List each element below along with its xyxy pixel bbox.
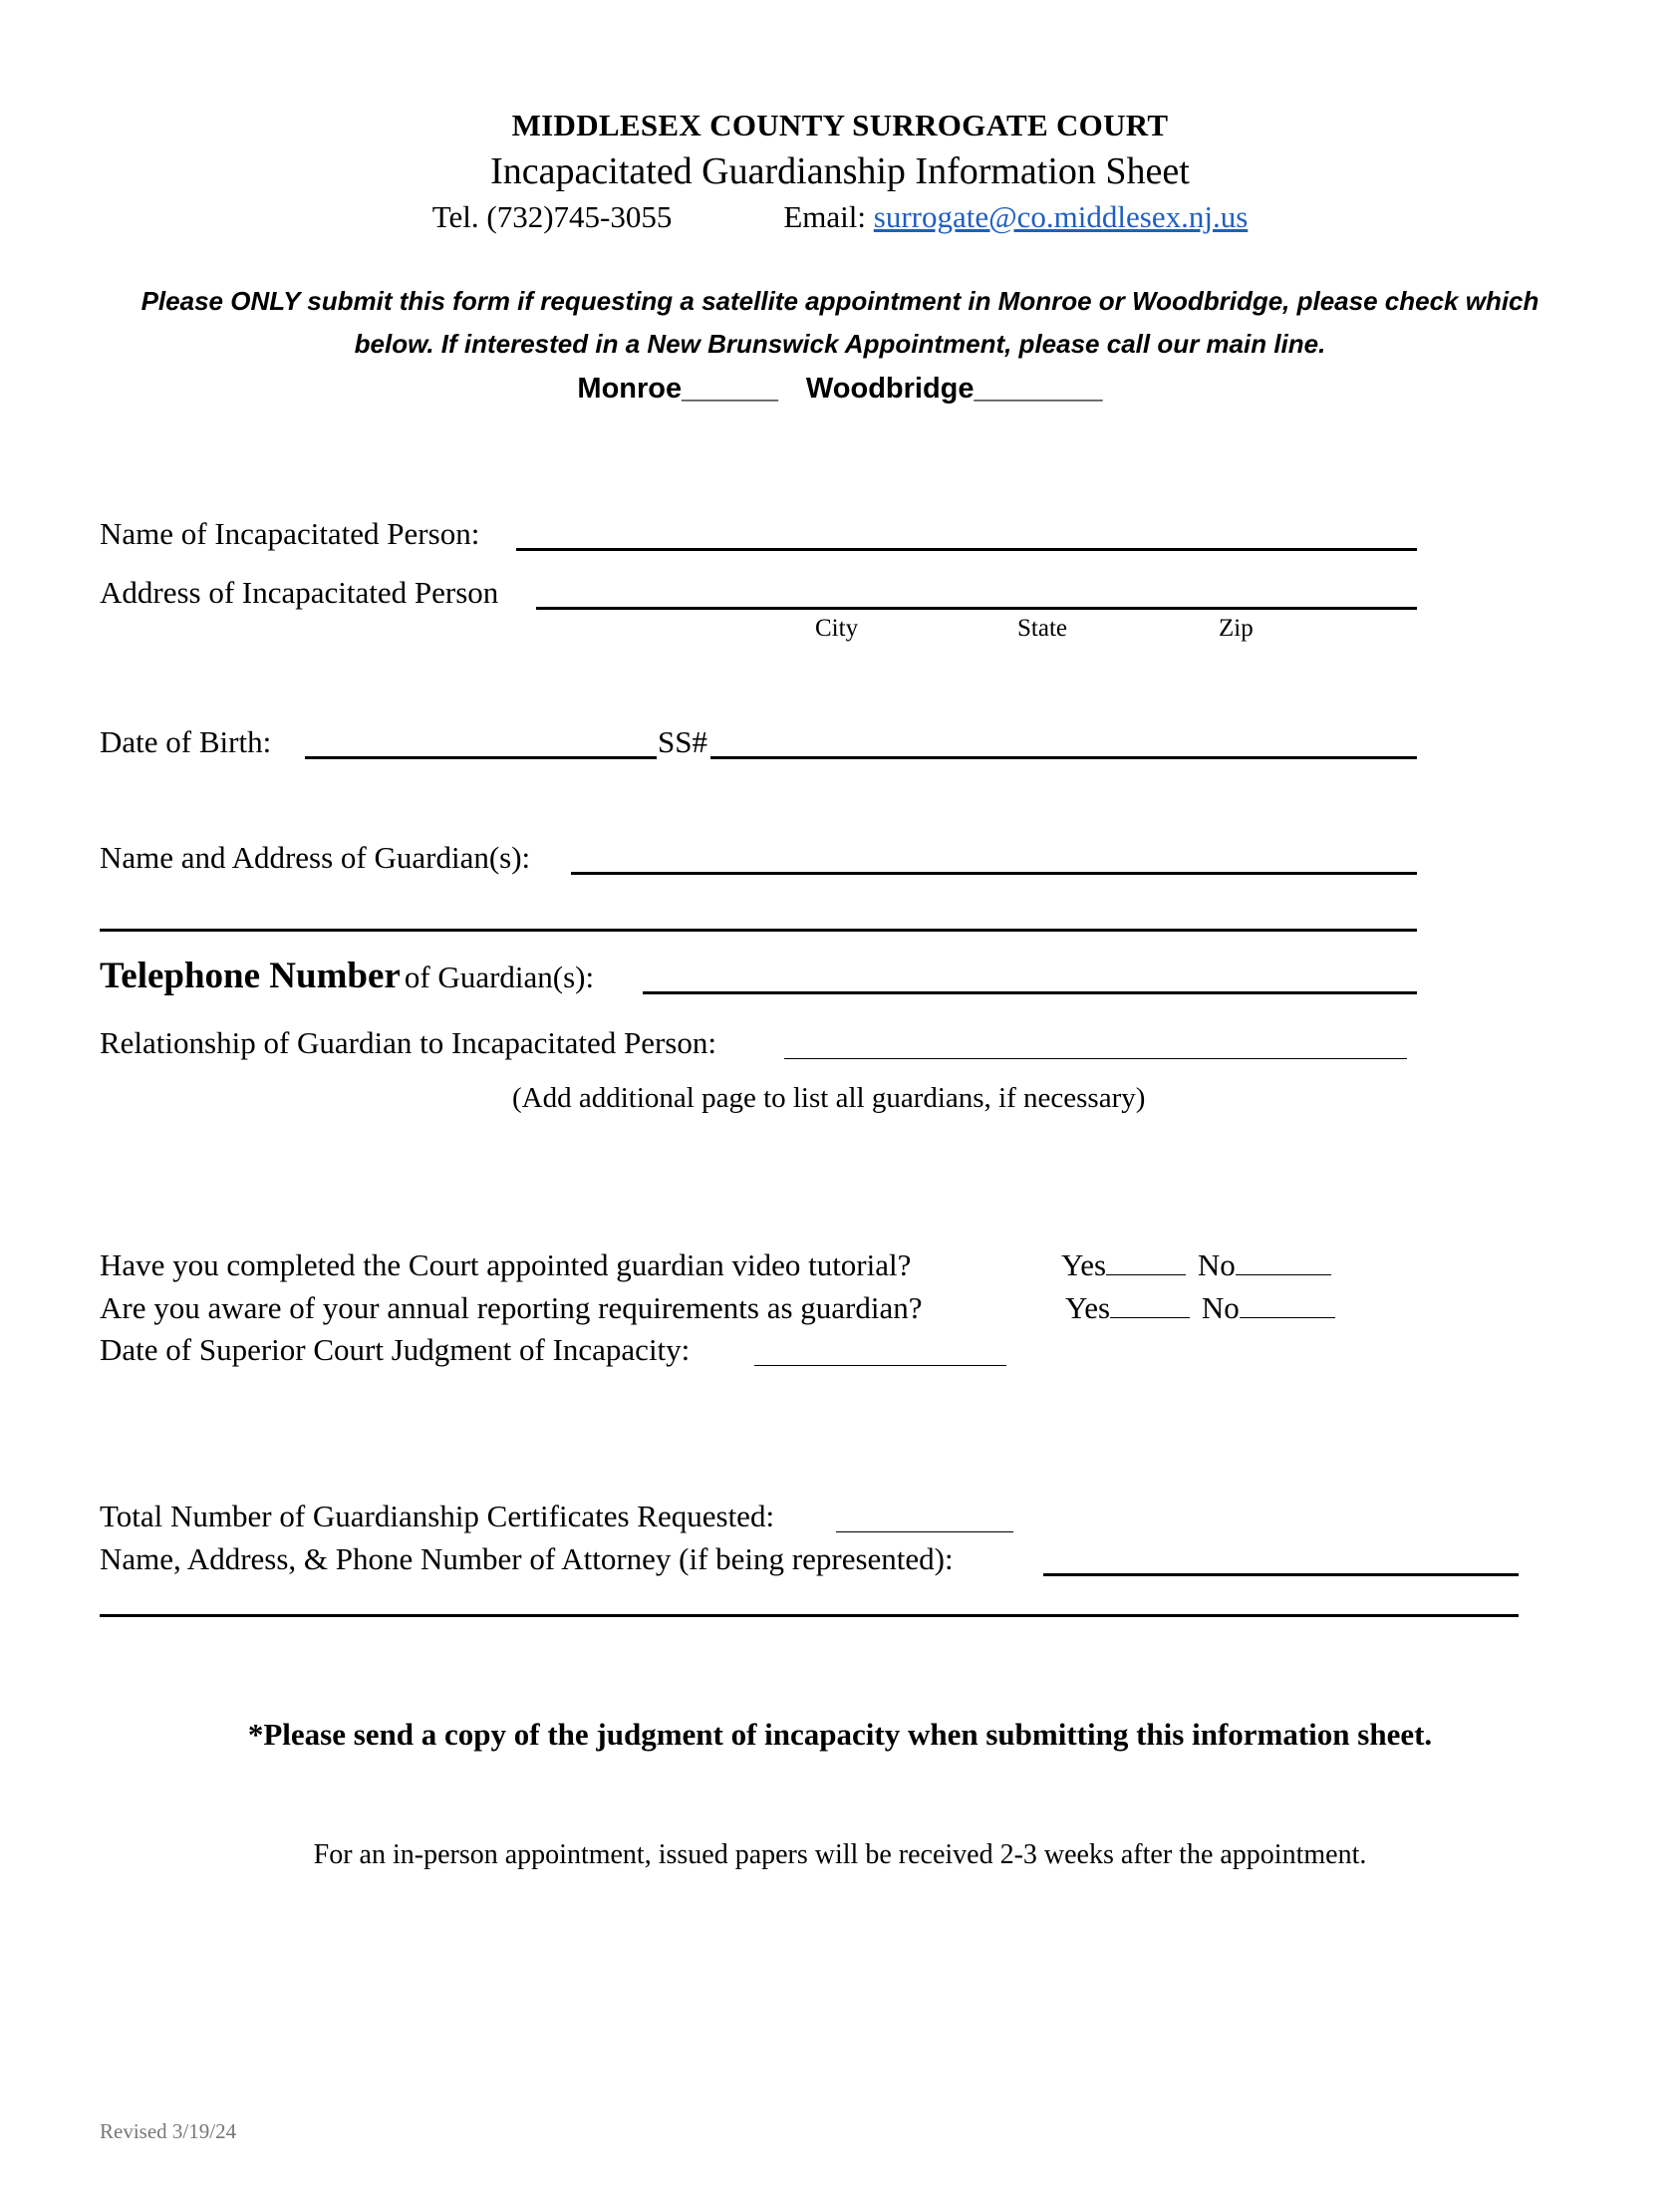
dob-label: Date of Birth: <box>100 724 272 759</box>
form-title: Incapacitated Guardianship Information Sheet <box>490 150 1190 192</box>
telephone-line[interactable] <box>643 991 1417 994</box>
reporting-answer <box>1065 1290 1335 1326</box>
monroe-option[interactable]: Monroe______ <box>577 373 778 405</box>
zip-label: Zip <box>1219 615 1254 642</box>
ss-line[interactable] <box>710 756 1417 759</box>
address-line[interactable] <box>536 607 1417 610</box>
attorney-line-2[interactable] <box>100 1614 1519 1617</box>
state-label: State <box>1017 615 1067 642</box>
location-choice <box>0 373 1680 406</box>
video-no-label: No <box>1197 1247 1236 1282</box>
dob-line[interactable] <box>305 756 657 759</box>
address-label: Address of Incapacitated Person <box>100 575 499 610</box>
guardian-name-address-line-2[interactable] <box>100 929 1417 932</box>
notice-line-2: below. If interested in a New Brunswick Appointment, please call our main line. <box>354 329 1326 359</box>
video-yes-label: Yes <box>1061 1247 1107 1282</box>
certificates-line[interactable] <box>836 1531 1013 1532</box>
relationship-line[interactable] <box>784 1058 1407 1059</box>
contact-line <box>0 199 1680 235</box>
additional-note: (Add additional page to list all guardians, if necessary) <box>512 1082 1146 1114</box>
email-link[interactable]: surrogate@co.middlesex.nj.us <box>873 199 1249 234</box>
reporting-question: Are you aware of your annual reporting requirements as guardian? <box>100 1290 923 1325</box>
reporting-yes-label: Yes <box>1065 1290 1111 1325</box>
telephone-text: Tel. (732)745-3055 <box>431 199 673 234</box>
video-answer <box>1061 1247 1331 1283</box>
email-label: Email: <box>783 199 867 234</box>
name-label: Name of Incapacitated Person: <box>100 516 480 551</box>
reporting-yes-blank[interactable] <box>1110 1316 1190 1318</box>
judgment-date-line[interactable] <box>754 1365 1006 1366</box>
video-no-blank[interactable] <box>1236 1273 1331 1275</box>
court-name: MIDDLESEX COUNTY SURROGATE COURT <box>511 108 1169 142</box>
ss-label: SS# <box>658 724 707 759</box>
telephone-bold-label: Telephone Number <box>100 956 401 996</box>
guardian-name-address-label: Name and Address of Guardian(s): <box>100 840 531 875</box>
relationship-label: Relationship of Guardian to Incapacitated Person: <box>100 1025 716 1060</box>
revised-date: Revised 3/19/24 <box>100 2119 237 2143</box>
woodbridge-option[interactable]: Woodbridge________ <box>805 373 1103 405</box>
name-line[interactable] <box>516 548 1417 551</box>
telephone-label <box>100 955 594 997</box>
judgment-date-label: Date of Superior Court Judgment of Incapacity: <box>100 1332 691 1367</box>
appointment-info: For an in-person appointment, issued papers will be received 2-3 weeks after the appointment. <box>313 1839 1367 1870</box>
judgment-copy-note: *Please send a copy of the judgment of incapacity when submitting this information sheet. <box>247 1717 1433 1752</box>
guardian-name-address-line[interactable] <box>571 872 1417 875</box>
city-label: City <box>815 615 859 642</box>
notice-line-1: Please ONLY submit this form if requesting a satellite appointment in Monroe or Woodbridge, please check which <box>140 286 1540 316</box>
reporting-no-label: No <box>1201 1290 1240 1325</box>
video-yes-blank[interactable] <box>1106 1273 1186 1275</box>
attorney-line[interactable] <box>1043 1573 1519 1576</box>
certificates-label: Total Number of Guardianship Certificates Requested: <box>100 1499 775 1533</box>
video-question: Have you completed the Court appointed guardian video tutorial? <box>100 1247 912 1282</box>
telephone-rest-label: of Guardian(s): <box>404 960 595 994</box>
attorney-label: Name, Address, & Phone Number of Attorney (if being represented): <box>100 1541 954 1576</box>
reporting-no-blank[interactable] <box>1240 1316 1335 1318</box>
